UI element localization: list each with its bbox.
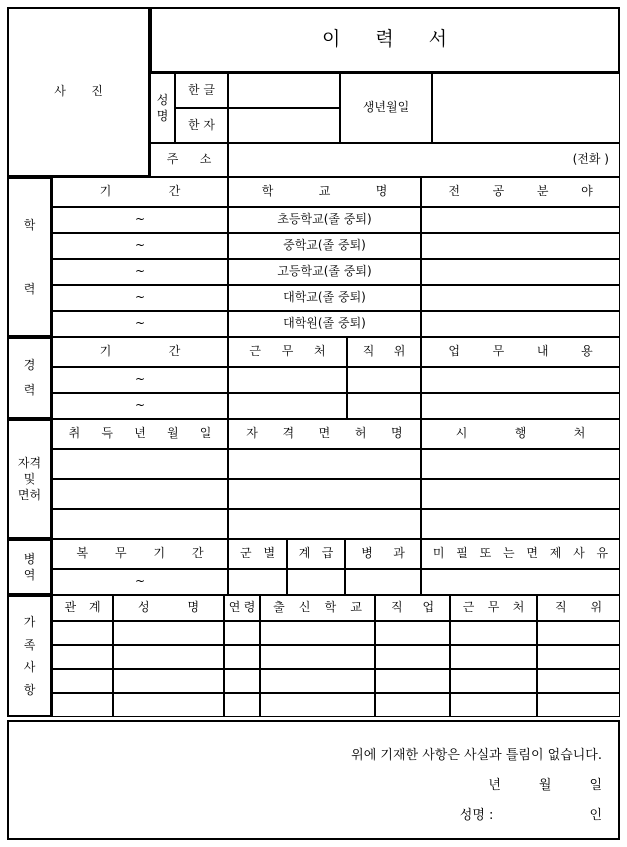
label-char: 간 bbox=[168, 184, 181, 199]
education-school-value: 고등학교(졸 중퇴) bbox=[277, 264, 372, 279]
label-char: 처 bbox=[573, 426, 586, 441]
label-text bbox=[225, 601, 259, 615]
address-label bbox=[150, 143, 228, 177]
birthdate-label bbox=[340, 73, 432, 143]
family-name-cell[interactable] bbox=[113, 693, 224, 717]
family-relation-cell[interactable] bbox=[52, 621, 113, 645]
career-workplace-cell[interactable] bbox=[228, 367, 347, 393]
license-date-cell[interactable] bbox=[52, 479, 228, 509]
label-char: 기 bbox=[153, 546, 166, 561]
family-school-cell[interactable] bbox=[260, 693, 375, 717]
label-char: 출 bbox=[273, 600, 285, 615]
label-char: 연 bbox=[228, 600, 241, 615]
side-label-line: 성 bbox=[156, 92, 169, 107]
education-period-value: ~ bbox=[134, 212, 146, 227]
hanja-name-field[interactable] bbox=[228, 108, 340, 143]
family-relation-cell[interactable] bbox=[52, 693, 113, 717]
family-job-cell[interactable] bbox=[375, 669, 450, 693]
label-text bbox=[229, 185, 420, 199]
education-school-value: 대학원(졸 중퇴) bbox=[283, 316, 366, 331]
label-char: 년 bbox=[134, 426, 146, 441]
title-text bbox=[152, 29, 618, 51]
title-char: 이 bbox=[321, 28, 342, 51]
military-side-label bbox=[7, 539, 52, 595]
address-field[interactable] bbox=[228, 143, 620, 177]
label-char: 격 bbox=[282, 426, 295, 441]
career-side-label bbox=[7, 337, 52, 419]
label-text bbox=[422, 345, 619, 359]
label-text bbox=[53, 547, 227, 561]
label-char: 야 bbox=[581, 184, 593, 199]
name-label bbox=[150, 73, 175, 143]
side-label bbox=[9, 597, 50, 715]
label-text bbox=[229, 427, 420, 441]
label-char: 일 bbox=[199, 426, 212, 441]
license-header-name bbox=[228, 419, 421, 449]
label-char: 득 bbox=[101, 426, 113, 441]
education-header-major bbox=[421, 177, 620, 207]
label-char: 근 bbox=[462, 600, 475, 615]
label-char: 처 bbox=[314, 344, 326, 359]
label-char: 전 bbox=[448, 184, 460, 199]
education-period-value: ~ bbox=[134, 316, 146, 331]
education-period-cell[interactable] bbox=[52, 207, 228, 233]
document-title bbox=[150, 7, 620, 73]
label-char: 교 bbox=[318, 184, 331, 199]
family-position-cell[interactable] bbox=[537, 693, 620, 717]
footer-declaration-box bbox=[7, 720, 620, 840]
family-name-cell[interactable] bbox=[113, 669, 224, 693]
label-char: 학 bbox=[324, 600, 337, 615]
label-char: 사 bbox=[54, 84, 66, 99]
license-name-cell[interactable] bbox=[228, 509, 421, 539]
label-char: 위 bbox=[393, 344, 406, 359]
family-name-cell[interactable] bbox=[113, 621, 224, 645]
signature-inner bbox=[460, 804, 602, 823]
label-char: 무 bbox=[492, 344, 505, 359]
education-period-cell[interactable] bbox=[52, 233, 228, 259]
label-char: 진 bbox=[91, 84, 103, 99]
label-char: 시 bbox=[455, 426, 468, 441]
declaration-text-value: 위에 기재한 사항은 사실과 틀림이 없습니다. bbox=[351, 748, 602, 763]
license-issuer-cell[interactable] bbox=[421, 479, 620, 509]
label-text bbox=[376, 601, 449, 615]
label-char: 군 bbox=[239, 546, 252, 561]
hanja-label-text: 한 자 bbox=[188, 117, 215, 132]
phone-label-text: (전화 ) bbox=[572, 152, 609, 167]
label-char: 처 bbox=[512, 600, 525, 615]
side-label-line: 력 bbox=[23, 281, 36, 296]
label-text bbox=[451, 601, 536, 615]
label-char: 과 bbox=[393, 546, 405, 561]
family-relation-cell[interactable] bbox=[52, 645, 113, 669]
label-text bbox=[261, 601, 374, 615]
military-header-exemption bbox=[421, 539, 620, 569]
label-char: 별 bbox=[263, 546, 276, 561]
label-char: 기 bbox=[99, 184, 112, 199]
side-label-line: 명 bbox=[156, 109, 169, 123]
family-workplace-cell[interactable] bbox=[450, 669, 537, 693]
military-corps-cell[interactable] bbox=[345, 569, 421, 595]
birthdate-label-text: 생년월일 bbox=[362, 100, 410, 115]
label-char: 근 bbox=[249, 344, 261, 359]
label-char: 제 bbox=[549, 546, 562, 561]
family-position-cell[interactable] bbox=[537, 621, 620, 645]
label-char: 용 bbox=[581, 344, 593, 359]
career-position-cell[interactable] bbox=[347, 367, 421, 393]
license-issuer-cell[interactable] bbox=[421, 509, 620, 539]
family-age-cell[interactable] bbox=[224, 645, 260, 669]
career-period-value: ~ bbox=[134, 372, 146, 387]
education-period-cell[interactable] bbox=[52, 259, 228, 285]
label-text bbox=[114, 601, 223, 615]
license-date-cell[interactable] bbox=[52, 509, 228, 539]
date-unit-char: 년 bbox=[488, 778, 501, 793]
family-workplace-cell[interactable] bbox=[450, 645, 537, 669]
label-char: 급 bbox=[321, 546, 334, 561]
date-blank-row bbox=[488, 774, 602, 793]
label-char: 교 bbox=[350, 600, 362, 615]
education-major-cell[interactable] bbox=[421, 259, 620, 285]
signature-row bbox=[460, 804, 602, 823]
military-period-value: ~ bbox=[134, 574, 146, 589]
label-char: 업 bbox=[448, 344, 460, 359]
label-text bbox=[24, 85, 134, 99]
side-label-line: 역 bbox=[23, 568, 36, 582]
hangul-name-field[interactable] bbox=[228, 73, 340, 108]
career-workplace-cell[interactable] bbox=[228, 393, 347, 419]
label-char: 는 bbox=[503, 546, 515, 561]
label-char: 복 bbox=[76, 546, 89, 561]
label-char: 성 bbox=[137, 600, 150, 615]
label-char: 내 bbox=[536, 344, 549, 359]
label-text bbox=[346, 547, 420, 561]
license-name-cell[interactable] bbox=[228, 479, 421, 509]
education-school-cell[interactable] bbox=[228, 207, 421, 233]
family-school-cell[interactable] bbox=[260, 669, 375, 693]
education-school-value: 대학교(졸 중퇴) bbox=[283, 290, 366, 305]
education-school-cell[interactable] bbox=[228, 311, 421, 337]
label-char: 령 bbox=[243, 600, 256, 615]
label-char: 무 bbox=[281, 344, 294, 359]
military-header-period bbox=[52, 539, 228, 569]
label-char: 학 bbox=[261, 184, 274, 199]
label-char: 면 bbox=[318, 426, 331, 441]
declaration-text bbox=[351, 744, 602, 763]
family-workplace-cell[interactable] bbox=[450, 693, 537, 717]
label-char: 명 bbox=[391, 426, 403, 441]
side-label-line: 병 bbox=[23, 551, 36, 566]
family-job-cell[interactable] bbox=[375, 621, 450, 645]
label-char: 소 bbox=[199, 152, 212, 167]
side-label-line: 경 bbox=[23, 358, 36, 373]
label-text bbox=[151, 153, 227, 167]
label-text bbox=[422, 547, 619, 561]
title-char: 력 bbox=[375, 28, 395, 51]
family-age-cell[interactable] bbox=[224, 693, 260, 717]
label-char: 또 bbox=[479, 546, 492, 561]
signature-label-text: 성명 : bbox=[459, 808, 494, 823]
family-header-position bbox=[537, 595, 620, 621]
label-char: 무 bbox=[487, 600, 500, 615]
label-char: 명 bbox=[187, 600, 200, 615]
side-label-line: 및 bbox=[23, 471, 36, 486]
education-school-cell[interactable] bbox=[228, 259, 421, 285]
label-char: 무 bbox=[114, 546, 127, 561]
career-header-duties bbox=[421, 337, 620, 367]
family-side-label bbox=[7, 595, 52, 717]
family-school-cell[interactable] bbox=[260, 621, 375, 645]
label-text bbox=[53, 427, 227, 441]
label-char: 취 bbox=[68, 426, 81, 441]
label-char: 직 bbox=[362, 344, 375, 359]
label-text bbox=[422, 427, 619, 441]
career-header-period bbox=[52, 337, 228, 367]
side-label-line: 면허 bbox=[17, 488, 42, 503]
label-text bbox=[53, 345, 227, 359]
career-duties-cell[interactable] bbox=[421, 367, 620, 393]
education-header-period bbox=[52, 177, 228, 207]
license-side-label bbox=[7, 419, 52, 539]
family-relation-cell[interactable] bbox=[52, 669, 113, 693]
date-blank-inner bbox=[488, 774, 602, 793]
education-major-cell[interactable] bbox=[421, 311, 620, 337]
license-date-cell[interactable] bbox=[52, 449, 228, 479]
education-period-value: ~ bbox=[134, 264, 146, 279]
label-char: 위 bbox=[590, 600, 603, 615]
label-char: 기 bbox=[99, 344, 112, 359]
education-school-value: 중학교(졸 중퇴) bbox=[283, 238, 366, 253]
side-label bbox=[9, 339, 50, 417]
career-position-cell[interactable] bbox=[347, 393, 421, 419]
family-header-job bbox=[375, 595, 450, 621]
label-text bbox=[229, 345, 346, 359]
license-header-issuer bbox=[421, 419, 620, 449]
family-position-cell[interactable] bbox=[537, 645, 620, 669]
education-period-value: ~ bbox=[134, 290, 146, 305]
family-header-relation bbox=[52, 595, 113, 621]
seal-mark-text: 인 bbox=[589, 808, 602, 823]
education-side-label bbox=[7, 177, 52, 337]
label-char: 공 bbox=[492, 184, 505, 199]
side-label-line: 사 bbox=[23, 660, 36, 675]
education-school-value: 초등학교(졸 중퇴) bbox=[277, 212, 372, 227]
label-char: 업 bbox=[422, 600, 435, 615]
label-char: 면 bbox=[526, 546, 538, 561]
side-label-line: 자격 bbox=[17, 455, 42, 470]
label-char: 필 bbox=[456, 546, 468, 561]
career-period-cell[interactable] bbox=[52, 367, 228, 393]
hangul-label-text: 한 글 bbox=[188, 82, 215, 97]
family-name-cell[interactable] bbox=[113, 645, 224, 669]
license-issuer-cell[interactable] bbox=[421, 449, 620, 479]
label-char: 월 bbox=[166, 426, 179, 441]
family-age-cell[interactable] bbox=[224, 621, 260, 645]
label-char: 행 bbox=[514, 426, 527, 441]
family-header-workplace bbox=[450, 595, 537, 621]
address-inner bbox=[229, 153, 619, 167]
label-text bbox=[422, 185, 619, 199]
career-period-cell[interactable] bbox=[52, 393, 228, 419]
label-char: 간 bbox=[191, 546, 204, 561]
hangul-label bbox=[175, 73, 228, 108]
label-char: 유 bbox=[596, 546, 609, 561]
education-major-cell[interactable] bbox=[421, 207, 620, 233]
family-workplace-cell[interactable] bbox=[450, 621, 537, 645]
label-char: 분 bbox=[536, 184, 549, 199]
career-header-position bbox=[347, 337, 421, 367]
license-header-date bbox=[52, 419, 228, 449]
military-header-rank bbox=[287, 539, 345, 569]
education-major-cell[interactable] bbox=[421, 285, 620, 311]
label-text bbox=[348, 345, 420, 359]
side-label-line: 항 bbox=[23, 682, 36, 697]
family-header-school bbox=[260, 595, 375, 621]
career-header-workplace bbox=[228, 337, 347, 367]
label-text bbox=[538, 601, 619, 615]
education-major-cell[interactable] bbox=[421, 233, 620, 259]
label-char: 계 bbox=[88, 600, 101, 615]
side-label bbox=[9, 455, 50, 504]
career-duties-cell[interactable] bbox=[421, 393, 620, 419]
military-exemption-cell[interactable] bbox=[421, 569, 620, 595]
date-unit-char: 월 bbox=[538, 778, 552, 793]
career-period-value: ~ bbox=[134, 398, 146, 413]
label-char: 직 bbox=[390, 600, 403, 615]
date-unit-char: 일 bbox=[589, 778, 602, 793]
side-label-line: 족 bbox=[23, 637, 36, 652]
label-text bbox=[229, 547, 286, 561]
military-header-branch bbox=[228, 539, 287, 569]
side-label bbox=[9, 551, 50, 583]
label-text bbox=[53, 601, 112, 615]
side-label-line: 가 bbox=[23, 615, 36, 630]
label-char: 자 bbox=[246, 426, 258, 441]
education-period-value: ~ bbox=[134, 238, 146, 253]
education-period-cell[interactable] bbox=[52, 311, 228, 337]
family-school-cell[interactable] bbox=[260, 645, 375, 669]
education-school-cell[interactable] bbox=[228, 233, 421, 259]
education-header-school bbox=[228, 177, 421, 207]
education-school-cell[interactable] bbox=[228, 285, 421, 311]
license-name-cell[interactable] bbox=[228, 449, 421, 479]
family-position-cell[interactable] bbox=[537, 669, 620, 693]
label-char: 병 bbox=[361, 546, 373, 561]
label-char: 명 bbox=[375, 184, 388, 199]
military-rank-cell[interactable] bbox=[287, 569, 345, 595]
military-branch-cell[interactable] bbox=[228, 569, 287, 595]
label-char: 주 bbox=[166, 152, 179, 167]
family-age-cell[interactable] bbox=[224, 669, 260, 693]
education-period-cell[interactable] bbox=[52, 285, 228, 311]
label-text bbox=[288, 547, 344, 561]
military-header-corps bbox=[345, 539, 421, 569]
hanja-label bbox=[175, 108, 228, 143]
family-job-cell[interactable] bbox=[375, 645, 450, 669]
side-label bbox=[9, 179, 50, 335]
side-label-line: 력 bbox=[23, 383, 36, 398]
family-header-name bbox=[113, 595, 224, 621]
label-char: 허 bbox=[354, 426, 367, 441]
family-header-age bbox=[224, 595, 260, 621]
label-char: 간 bbox=[168, 344, 181, 359]
label-char: 미 bbox=[432, 546, 445, 561]
label-char: 직 bbox=[554, 600, 567, 615]
label-char: 계 bbox=[298, 546, 311, 561]
side-label-line: 학 bbox=[23, 217, 36, 232]
label-char: 신 bbox=[298, 600, 311, 615]
label-char: 관 bbox=[64, 600, 77, 615]
label-char: 사 bbox=[573, 546, 585, 561]
family-job-cell[interactable] bbox=[375, 693, 450, 717]
photo-cell bbox=[7, 7, 150, 177]
title-char: 서 bbox=[428, 28, 449, 51]
birthdate-field[interactable] bbox=[432, 73, 620, 143]
label-text bbox=[53, 185, 227, 199]
side-label bbox=[151, 92, 174, 124]
military-period-cell[interactable] bbox=[52, 569, 228, 595]
